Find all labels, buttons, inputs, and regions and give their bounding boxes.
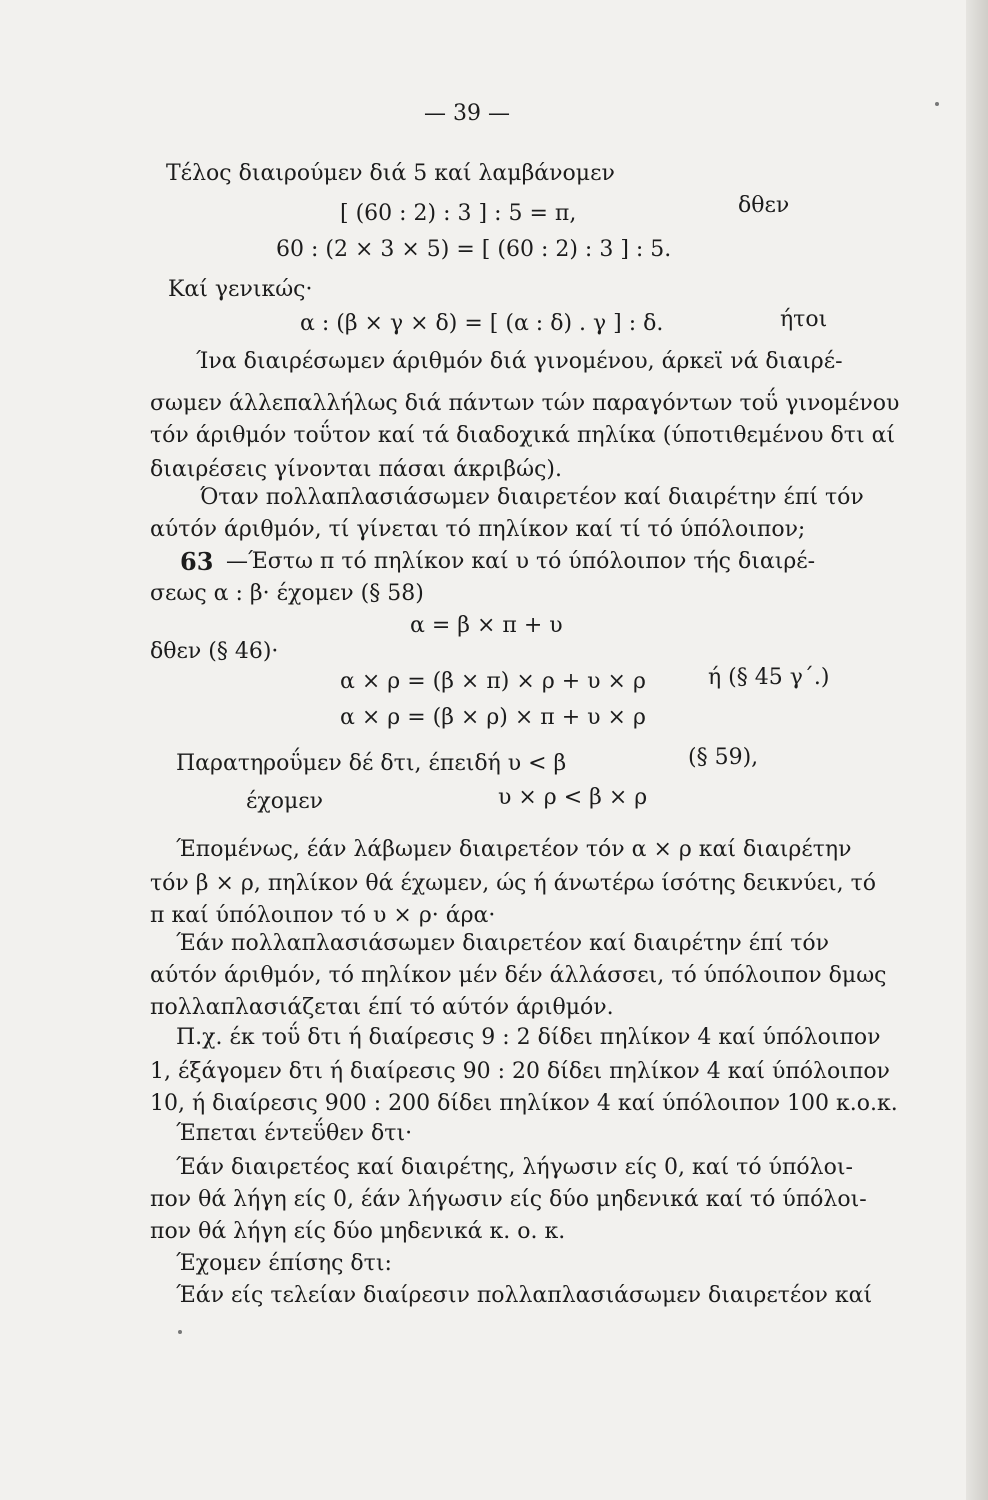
text-line: Παρατηροΰμεν δέ δτι, έπειδή υ < β bbox=[176, 751, 567, 776]
text-line: Έάν διαιρετέος καί διαιρέτης, λήγωσιν είς 0, καί τό ύπόλοι- bbox=[176, 1155, 853, 1180]
text-line: (§ 59), bbox=[688, 745, 759, 770]
text-line: Έπεται έντεΰθεν δτι· bbox=[176, 1121, 413, 1146]
equation-line: α : (β × γ × δ) = [ (α : δ) . γ ] : δ. bbox=[300, 311, 664, 336]
text-line: 1, έξάγομεν δτι ή διαίρεσις 90 : 20 δίδει πηλίκον 4 καί ύπόλοιπον bbox=[150, 1059, 890, 1084]
equation-line: α = β × π + υ bbox=[410, 613, 563, 638]
equation-line: α × ρ = (β × ρ) × π + υ × ρ bbox=[340, 705, 646, 730]
text-line: ήτοι bbox=[780, 307, 828, 332]
text-line: π καί ύπόλοιπον τό υ × ρ· άρα· bbox=[150, 903, 496, 928]
text-line: Τέλος διαιρούμεν διά 5 καί λαμβάνομεν bbox=[166, 161, 615, 186]
text-line: αύτόν άριθμόν, τό πηλίκον μέν δέν άλλάσσει, τό ύπόλοιπον δμως bbox=[150, 963, 887, 988]
text-line: πον θά λήγη είς δύο μηδενικά κ. ο. κ. bbox=[150, 1219, 566, 1244]
text-line: Όταν πολλαπλασιάσωμεν διαιρετέον καί διαιρέτην έπί τόν bbox=[200, 485, 864, 510]
section-number: 63 bbox=[180, 547, 214, 576]
text-line: αύτόν άριθμόν, τί γίνεται τό πηλίκον καί τί τό ύπόλοιπον; bbox=[150, 517, 806, 542]
text-line: Έπομένως, έάν λάβωμεν διαιρετέον τόν α × ρ καί διαιρέτην bbox=[176, 837, 852, 862]
text-line: Π.χ. έκ τοΰ δτι ή διαίρεσις 9 : 2 δίδει πηλίκον 4 καί ύπόλοιπον bbox=[176, 1025, 881, 1050]
text-line: τόν β × ρ, πηλίκον θά έχωμεν, ώς ή άνωτέρω ίσότης δεικνύει, τό bbox=[150, 871, 877, 896]
text-line: Έχομεν έπίσης δτι: bbox=[176, 1251, 392, 1276]
page-number: — 39 — bbox=[424, 101, 510, 126]
text-line: Έάν είς τελείαν διαίρεσιν πολλαπλασιάσωμεν διαιρετέον καί bbox=[176, 1283, 873, 1308]
text-line: τόν άριθμόν τοΰτον καί τά διαδοχικά πηλίκα (ύποτιθεμένου δτι αί bbox=[150, 423, 896, 448]
equation-line: υ × ρ < β × ρ bbox=[498, 785, 648, 810]
text-line: πον θά λήγη είς 0, έάν λήγωσιν είς δύο μηδενικά καί τό ύπόλοι- bbox=[150, 1187, 867, 1212]
text-line: δθεν bbox=[738, 193, 790, 218]
text-line: Καί γενικώς· bbox=[168, 277, 313, 302]
ink-speck bbox=[935, 102, 939, 106]
text-line: πολλαπλασιάζεται έπί τό αύτόν άριθμόν. bbox=[150, 995, 614, 1020]
text-line: έχομεν bbox=[246, 789, 324, 814]
equation-line: [ (60 : 2) : 3 ] : 5 = π, bbox=[340, 201, 577, 226]
text-line: σεως α : β· έχομεν (§ 58) bbox=[150, 581, 424, 606]
equation-line: α × ρ = (β × π) × ρ + υ × ρ bbox=[340, 669, 646, 694]
text-line: σωμεν άλλεπαλλήλως διά πάντων τών παραγόντων τοΰ γινομένου bbox=[150, 391, 900, 416]
text-line: Ίνα διαιρέσωμεν άριθμόν διά γινομένου, άρκεϊ νά διαιρέ- bbox=[196, 349, 843, 374]
text-line: —Έστω π τό πηλίκον καί υ τό ύπόλοιπον τής διαιρέ- bbox=[226, 549, 816, 574]
text-line: διαιρέσεις γίνονται πάσαι άκριβώς). bbox=[150, 457, 562, 482]
text-line: δθεν (§ 46)· bbox=[150, 639, 279, 664]
ink-speck bbox=[178, 1330, 182, 1334]
equation-line: 60 : (2 × 3 × 5) = [ (60 : 2) : 3 ] : 5. bbox=[276, 237, 672, 262]
text-line: Έάν πολλαπλασιάσωμεν διαιρετέον καί διαιρέτην έπί τόν bbox=[176, 931, 830, 956]
text-line: ή (§ 45 γ΄.) bbox=[708, 665, 830, 690]
page-edge bbox=[966, 0, 988, 1500]
text-line: 10, ή διαίρεσις 900 : 200 δίδει πηλίκον 4 καί ύπόλοιπον 100 κ.ο.κ. bbox=[150, 1091, 898, 1116]
